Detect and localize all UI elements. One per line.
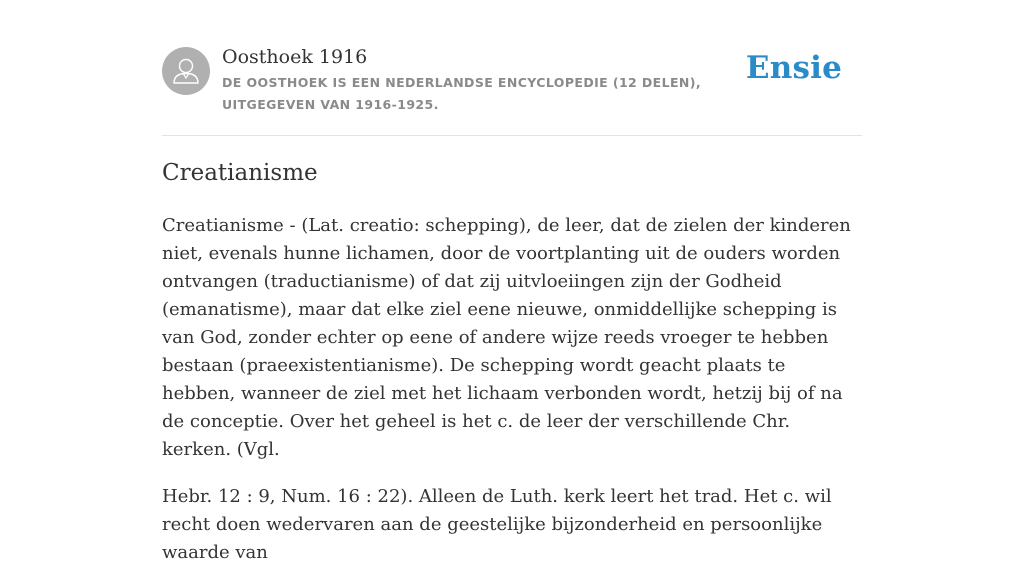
article-paragraph: Hebr. 12 : 9, Num. 16 : 22). Alleen de Luth. kerk leert het trad. Het c. wil recht doen wedervaren aan de geestelijke bijzonderheid en persoonlijke waarde van [162,486,832,563]
user-avatar-icon [162,47,210,95]
article-title: Creatianisme [162,160,318,186]
source-title[interactable]: Oosthoek 1916 [222,46,368,68]
source-description: DE OOSTHOEK IS EEN NEDERLANDSE ENCYCLOPEDIE (12 DELEN), UITGEGEVEN VAN 1916-1925. [222,75,702,112]
article-paragraph: Creatianisme - (Lat. creatio: schepping), de leer, dat de zielen der kinderen niet, evenals hunne lichamen, door de voortplanting uit de ouders worden ontvangen (traductianisme) of dat zij uitvloeiingen zijn der Godheid (emanatisme), maar dat elke ziel eene nieuwe, onmiddellijke schepping is van God, zonder echter op eene of andere wijze reeds vroeger te hebben bestaan (praeexistentianisme). De schepping wordt geacht plaats te hebben, wanneer de ziel met het lichaam verbonden wordt, hetzij bij of na de conceptie. Over het geheel is het c. de leer der verschillende Chr. kerken. (Vgl. [162,215,851,460]
ensie-logo[interactable]: Ensie [745,50,842,86]
article-body [162,212,862,586]
page-container [162,0,862,563]
source-header [162,0,862,136]
source-avatar[interactable] [162,47,210,95]
